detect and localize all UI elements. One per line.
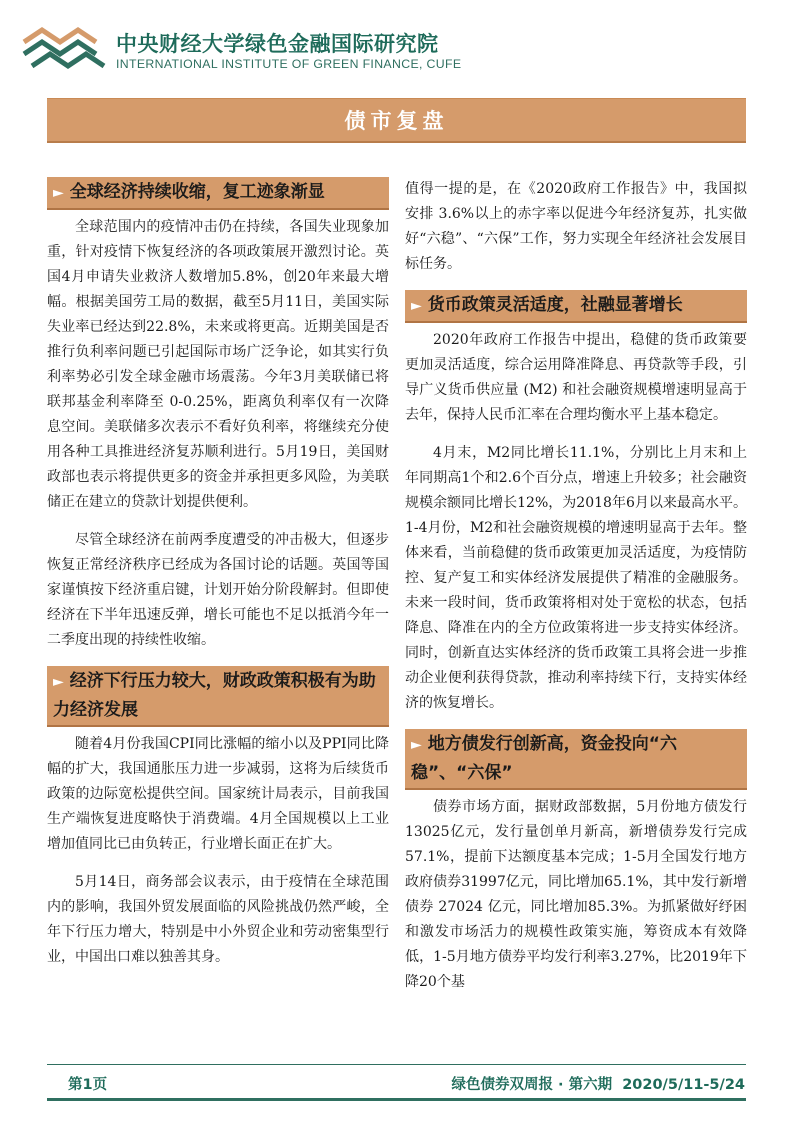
left-column <box>47 177 389 983</box>
page-title: 债市复盘 <box>344 109 449 133</box>
triangle-right-icon: ► <box>53 185 64 201</box>
section-heading <box>405 729 747 790</box>
footer-divider <box>47 1098 746 1101</box>
section-heading-text: 地方债发行创新高，资金投向“六稳”、“六保” <box>411 734 677 783</box>
paragraph: 5月14日，商务部会议表示，由于疫情在全球范围内的影响，我国外贸发展面临的风险挑战仍然严峻，全年下行压力增大，特别是中小外贸企业和劳动密集型行业，中国出口难以独善其身。 <box>47 874 389 965</box>
paragraph: 债券市场方面，据财政部数据，5月份地方债发行13025亿元，发行量创单月新高，新增债券发行完成57.1%，提前下达额度基本完成；1-5月全国发行地方政府债券31997亿元，同比增加65.1%，其中发行新增债券 27024 亿元，同比增加85.3%。为抓紧做好纾困和激发市场活力的规模性政策实施，筹资成本有效降低，1-5月地方债券平均发行利率3.27%，比2019年下降20个基 <box>405 799 747 990</box>
footer-divider <box>47 1064 746 1065</box>
section-heading <box>47 177 389 210</box>
triangle-right-icon: ► <box>53 674 64 690</box>
triangle-right-icon: ► <box>411 298 422 314</box>
paragraph: 4月末，M2同比增长11.1%，分别比上月末和上年同期高1个和2.6个百分点，增速上升较多；社会融资规模余额同比增长12%，为2018年6月以来最高水平。1-4月份，M2和社会融资规模的增速明显高于去年。整体来看，当前稳健的货币政策更加灵活适度，为疫情防控、复产复工和实体经济发展提供了精准的金融服务。未来一段时间，货币政策将相对处于宽松的状态，包括降息、降准在内的全方位政策将进一步支持实体经济。同时，创新直达实体经济的货币政策工具将会进一步推动企业便利获得贷款，推动利率持续下行，支持实体经济的恢复增长。 <box>405 445 747 711</box>
title-banner <box>47 98 746 143</box>
paragraph: 2020年政府工作报告中提出，稳健的货币政策要更加灵活适度，综合运用降准降息、再贷款等手段，引导广义货币供应量 (M2) 和社会融资规模增速明显高于去年，保持人民币汇率在合理均衡水平上基本稳定。 <box>405 332 747 423</box>
right-column <box>405 177 747 1008</box>
section-heading-text: 全球经济持续收缩，复工迹象渐显 <box>69 182 325 202</box>
footer-publication-info <box>451 1073 745 1094</box>
page-number: 第1页 <box>68 1077 108 1093</box>
section-heading <box>47 666 389 727</box>
paragraph: 全球范围内的疫情冲击仍在持续，各国失业现象加重，针对疫情下恢复经济的各项政策展开激烈讨论。英国4月申请失业救济人数增加5.8%，创20年来最大增幅。根据美国劳工局的数据，截至5月11日，美国实际失业率已经达到22.8%，未来或将更高。近期美国是否推行负利率问题已引起国际市场广泛争论，如其实行负利率势必引发全球金融市场震荡。今年3月美联储已将联邦基金利率降至 0-0.25%，距离负利率仅有一次降息空间。美联储多次表示不看好负利率，将继续充分使用各种工具推进经济复苏顺利进行。5月19日，美国财政部也表示将提供更多的资金并承担更多风险，为美联储正在建立的贷款计划提供便利。 <box>47 219 389 510</box>
section-heading-text: 货币政策灵活适度，社融显著增长 <box>427 295 683 315</box>
paragraph: 随着4月份我国CPI同比涨幅的缩小以及PPI同比降幅的扩大，我国通胀压力进一步减弱，这将为后续货币政策的边际宽松提供空间。国家统计局表示，目前我国生产端恢复进度略快于消费端。4月全国规模以上工业增加值同比已由负转正，行业增长面正在扩大。 <box>47 736 389 852</box>
section-heading-text: 经济下行压力较大，财政政策积极有为助力经济发展 <box>53 671 376 720</box>
org-name-en: INTERNATIONAL INSTITUTE OF GREEN FINANCE, CUFE <box>116 57 462 71</box>
publication-name: 绿色债券双周报 · 第六期 <box>451 1077 613 1093</box>
paragraph: 尽管全球经济在前两季度遭受的冲击极大，但逐步恢复正常经济秩序已经成为各国讨论的话题。英国等国家谨慎按下经济重启键，计划开始分阶段解封。但即使经济在下半年迅速反弹，增长可能也不足以抵消今年一二季度出现的持续性收缩。 <box>47 532 389 648</box>
date-range: 2020/5/11-5/24 <box>622 1077 745 1093</box>
triangle-right-icon: ► <box>411 737 422 753</box>
iigf-logo-icon <box>22 24 106 70</box>
org-name-cn: 中央财经大学绿色金融国际研究院 <box>116 32 439 56</box>
paragraph: 值得一提的是，在《2020政府工作报告》中，我国拟安排 3.6%以上的赤字率以促进今年经济复苏，扎实做好“六稳”、“六保”工作，努力实现全年经济社会发展目标任务。 <box>405 181 747 272</box>
section-heading <box>405 290 747 323</box>
